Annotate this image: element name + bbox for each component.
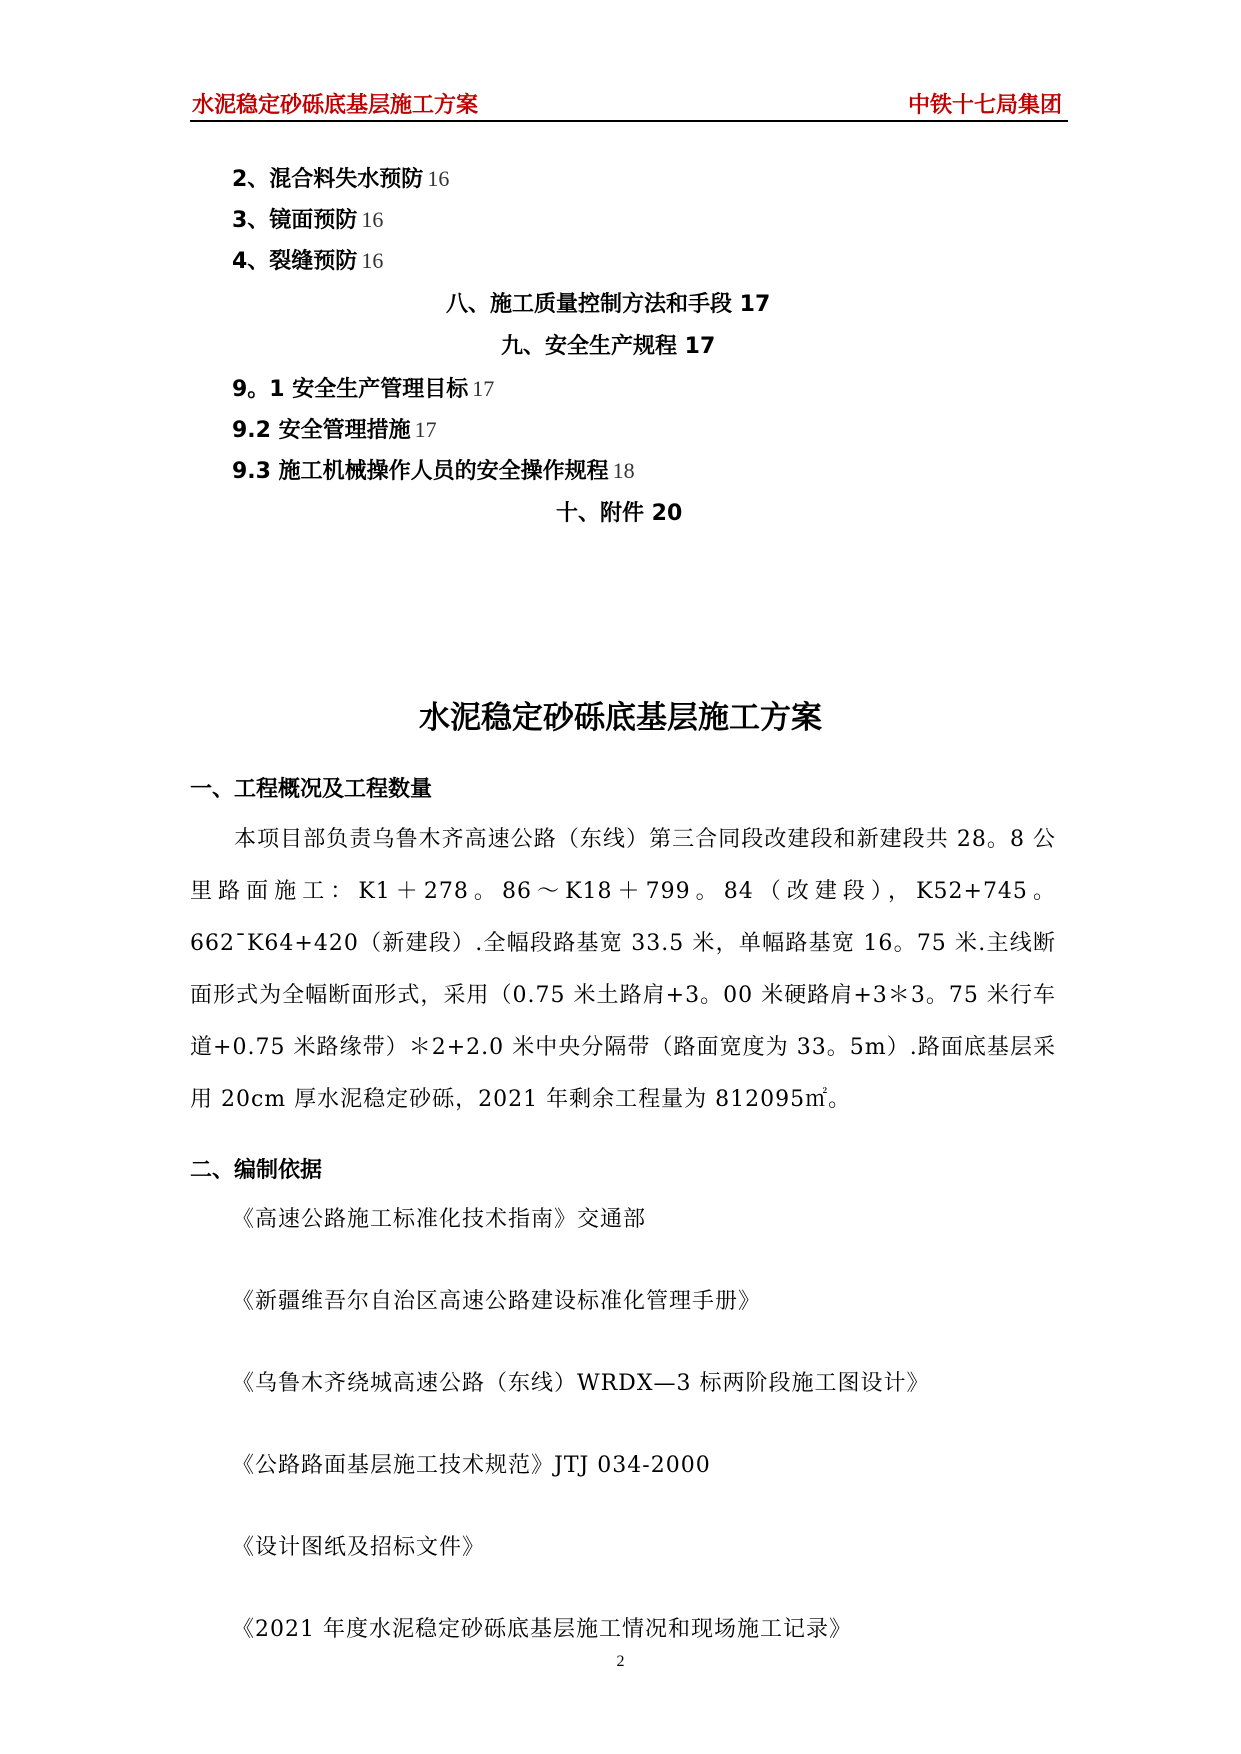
document-title: 水泥稳定砂砾底基层施工方案 [419,700,822,736]
reference-item: 《乌鲁木齐绕城高速公路（东线）WRDX—3 标两阶段施工图设计》 [232,1371,930,1396]
reference-item: 《新疆维吾尔自治区高速公路建设标准化管理手册》 [232,1289,762,1314]
toc-item-page: 16 [427,166,450,191]
toc-item-page: 17 [472,376,495,401]
page-header [190,88,1068,122]
paragraph-text: 本项目部负责乌鲁木齐高速公路（东线）第三合同段改建段和新建段共 28。8 公里路面施工：K1＋278。86～K18＋799。84（改建段），K52+745。662¯K64+420（新建段）.全幅段路基宽 33.5 米，单幅路基宽 16。75 米.主线断面形式为全幅断面形式，采用（0.75 米土路肩+3。00 米硬路肩+3＊3。75 米行车道+0.75 米路缘带）＊2+2.0 米中央分隔带（路面宽度为 33。5m）.路面底基层采用 20cm 厚水泥稳定砂砾，2021 年剩余工程量为 812095㎡。 [190,827,1056,1112]
reference-item: 《高速公路施工标准化技术指南》交通部 [232,1207,647,1232]
toc-item-page: 16 [361,248,384,273]
toc-section-9[interactable]: 九、安全生产规程 17 [501,334,716,359]
toc-item-page: 18 [612,458,635,483]
section-1-paragraph [190,814,1056,1126]
toc-item[interactable] [232,454,635,485]
toc-item-label: 9.3 施工机械操作人员的安全操作规程 [232,459,609,484]
toc-item[interactable] [232,244,383,275]
toc-item[interactable] [232,413,437,444]
toc-item-label: 3、镜面预防 [232,208,358,233]
header-company: 中铁十七局集团 [907,93,1062,118]
toc-section-8[interactable]: 八、施工质量控制方法和手段 17 [446,292,771,317]
reference-item: 《设计图纸及招标文件》 [232,1535,486,1560]
toc-item-page: 17 [414,417,437,442]
reference-item: 《公路路面基层施工技术规范》JTJ 034-2000 [232,1453,711,1478]
toc-item-label: 9。1 安全生产管理目标 [232,377,469,402]
section-heading-1: 一、工程概况及工程数量 [190,777,433,802]
toc-item[interactable] [232,372,494,403]
toc-item-page: 16 [361,207,384,232]
toc-item-label: 4、裂缝预防 [232,249,358,274]
page-number: 2 [616,1653,625,1670]
section-heading-2: 二、编制依据 [190,1158,323,1183]
toc-item[interactable] [232,162,449,193]
toc-item-label: 9.2 安全管理措施 [232,418,411,443]
toc-item[interactable] [232,203,383,234]
toc-item-label: 2、混合料失水预防 [232,167,424,192]
header-title: 水泥稳定砂砾底基层施工方案 [192,93,479,118]
reference-item: 《2021 年度水泥稳定砂砾底基层施工情况和现场施工记录》 [232,1617,852,1642]
toc-section-10[interactable]: 十、附件 20 [556,501,683,526]
